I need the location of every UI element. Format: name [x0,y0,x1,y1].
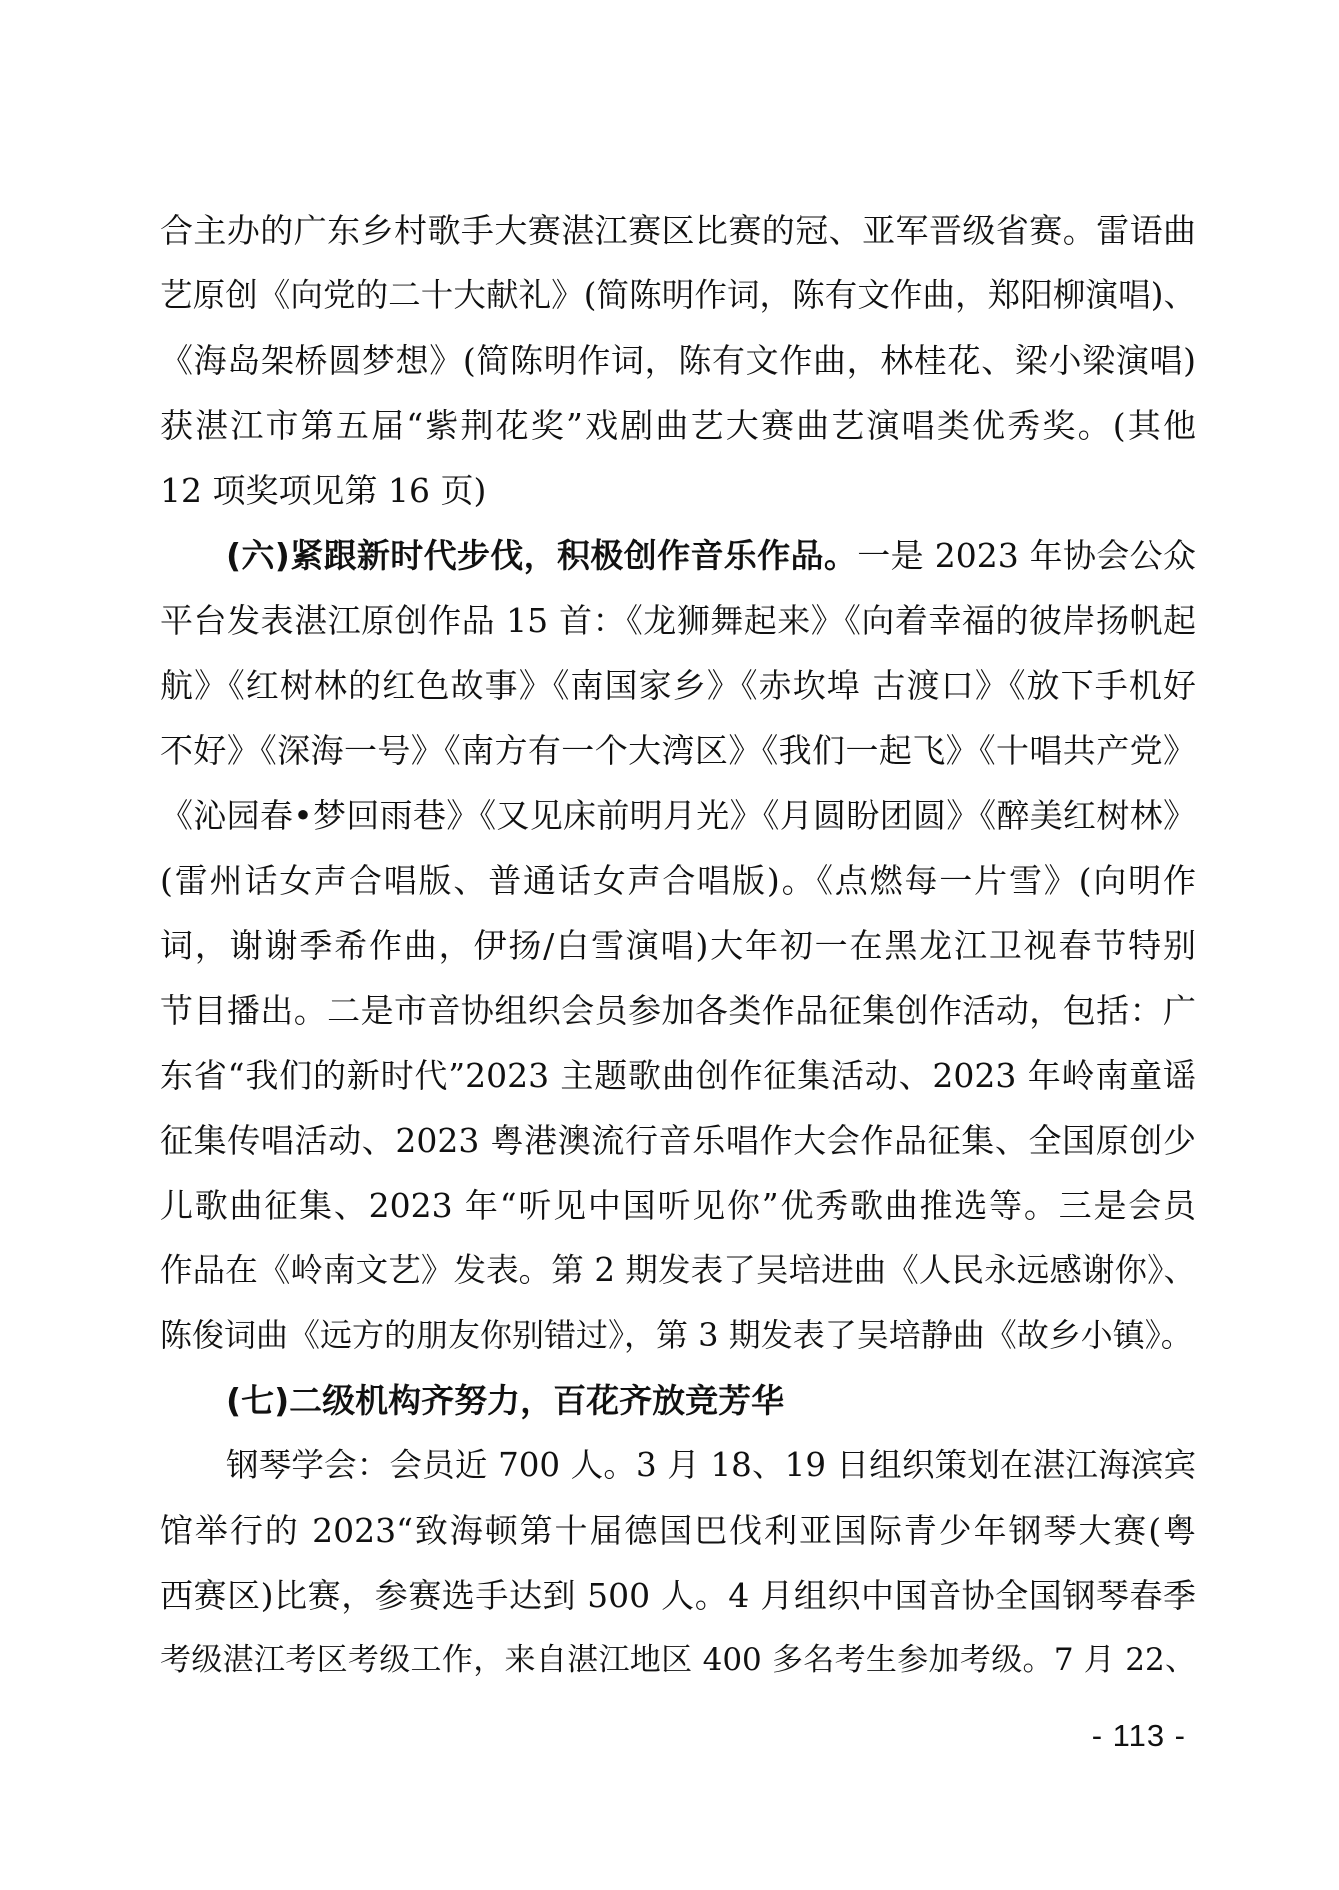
paragraph-line: 征集传唱活动、2023 粤港澳流行音乐唱作大会作品征集、全国原创少 [160,1121,1196,1160]
paragraph-line: 12 项奖项见第 16 页) [160,471,487,510]
paragraph-line: 西赛区)比赛，参赛选手达到 500 人。4 月组织中国音协全国钢琴春季 [160,1576,1196,1615]
section-6-heading: (六)紧跟新时代步伐，积极创作音乐作品。 [226,536,858,575]
paragraph-line: 词，谢谢季希作曲，伊扬/白雪演唱)大年初一在黑龙江卫视春节特别 [160,926,1196,965]
paragraph-line: 艺原创《向党的二十大献礼》(简陈明作词，陈有文作曲，郑阳柳演唱)、 [160,276,1196,314]
paragraph-line: 节目播出。二是市音协组织会员参加各类作品征集创作活动，包括：广 [160,991,1196,1030]
paragraph-line: 平台发表湛江原创作品 15 首：《龙狮舞起来》《向着幸福的彼岸扬帆起 [160,601,1196,640]
paragraph-line: 东省“我们的新时代”2023 主题歌曲创作征集活动、2023 年岭南童谣 [160,1056,1196,1095]
paragraph-line: 《海岛架桥圆梦想》(简陈明作词，陈有文作曲，林桂花、梁小梁演唱) [160,341,1196,380]
paragraph-line: 获湛江市第五届“紫荆花奖”戏剧曲艺大赛曲艺演唱类优秀奖。(其他 [160,406,1196,445]
paragraph-line: 陈俊词曲《远方的朋友你别错过》，第 3 期发表了吴培静曲《故乡小镇》。 [160,1316,1193,1354]
paragraph-line: 儿歌曲征集、2023 年“听见中国听见你”优秀歌曲推选等。三是会员 [160,1186,1196,1225]
paragraph-line: 作品在《岭南文艺》发表。第 2 期发表了吴培进曲《人民永远感谢你》、 [160,1251,1196,1289]
paragraph-line: 考级湛江考区考级工作，来自湛江地区 400 多名考生参加考级。7 月 22、 [160,1642,1196,1678]
body-text [160,198,1196,1693]
paragraph-line: (雷州话女声合唱版、普通话女声合唱版)。《点燃每一片雪》(向明作 [160,861,1196,900]
section-6-first-line-text: 一是 2023 年协会公众 [857,536,1196,575]
paragraph-line: 钢琴学会：会员近 700 人。3 月 18、19 日组织策划在湛江海滨宾 [226,1446,1196,1484]
paragraph-line: 馆举行的 2023“致海顿第十届德国巴伐利亚国际青少年钢琴大赛(粤 [160,1511,1196,1550]
paragraph-line: 《沁园春•梦回雨巷》《又见床前明月光》《月圆盼团圆》《醉美红树林》 [160,796,1196,835]
paragraph-line: 合主办的广东乡村歌手大赛湛江赛区比赛的冠、亚军晋级省赛。雷语曲 [160,211,1196,250]
paragraph-line: 不好》《深海一号》《南方有一个大湾区》《我们一起飞》《十唱共产党》 [160,731,1196,770]
page-number: - 113 - [1091,1718,1186,1753]
section-6-first-line [160,523,1196,588]
paragraph-line: 航》《红树林的红色故事》《南国家乡》《赤坎埠 古渡口》《放下手机好 [160,666,1196,705]
section-7-heading: (七)二级机构齐努力，百花齐放竞芳华 [226,1381,785,1420]
